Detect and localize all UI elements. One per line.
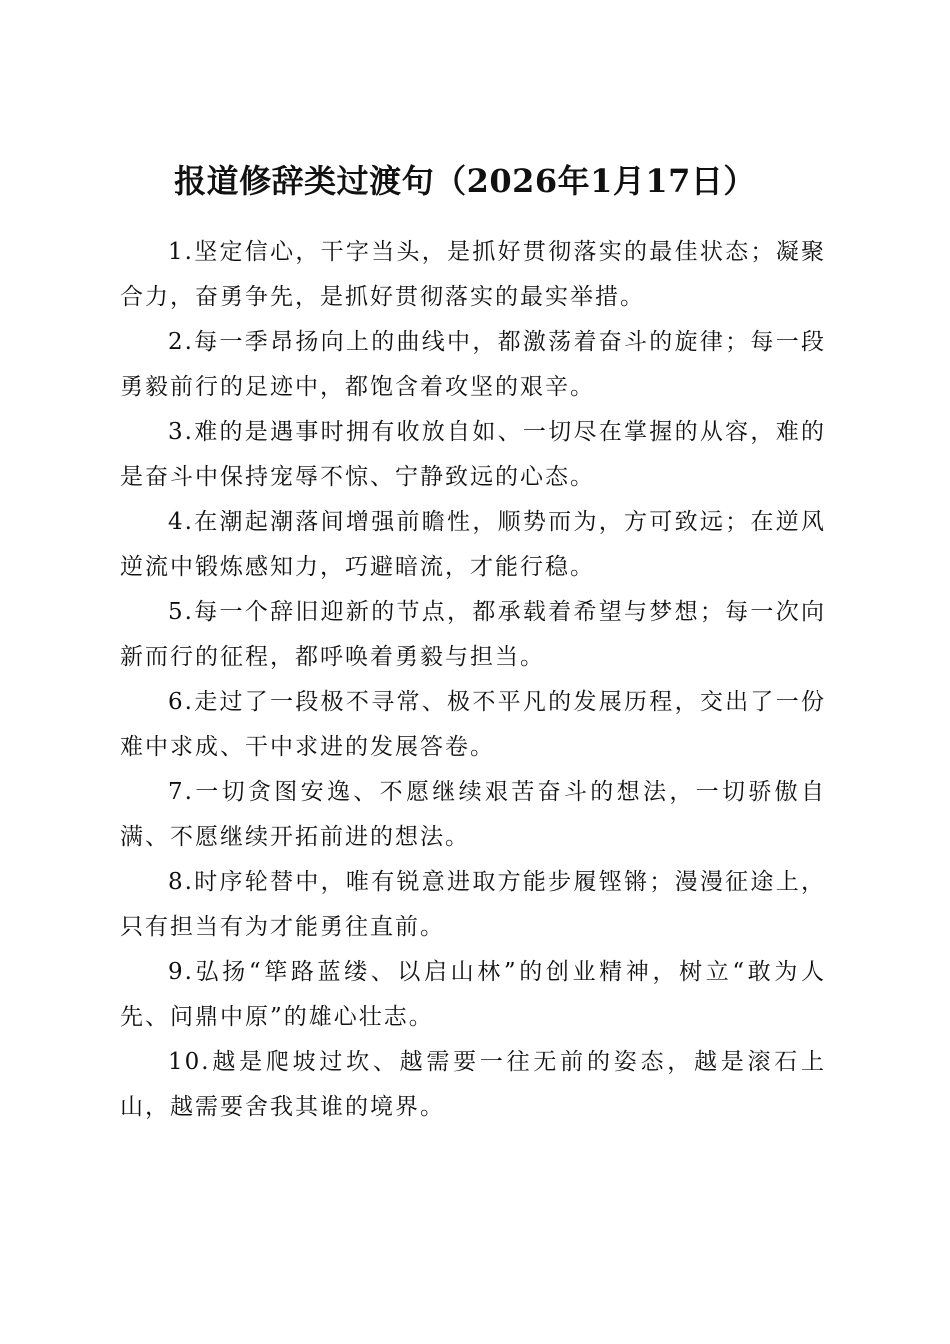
paragraph-9: 9.弘扬“筚路蓝缕、以启山林”的创业精神，树立“敢为人先、问鼎中原”的雄心壮志。: [120, 959, 826, 1030]
paragraph-2: 2.每一季昂扬向上的曲线中，都激荡着奋斗的旋律；每一段勇毅前行的足迹中，都饱含着攻坚的艰辛。: [120, 329, 826, 400]
document-body: [120, 230, 826, 1130]
document-title: 报道修辞类过渡句（2026年1月17日）: [174, 162, 756, 201]
paragraph-6: 6.走过了一段极不寻常、极不平凡的发展历程，交出了一份难中求成、干中求进的发展答卷。: [120, 689, 826, 760]
paragraph-3: 3.难的是遇事时拥有收放自如、一切尽在掌握的从容，难的是奋斗中保持宠辱不惊、宁静致远的心态。: [120, 419, 826, 490]
paragraph-10: 10.越是爬坡过坎、越需要一往无前的姿态，越是滚石上山，越需要舍我其谁的境界。: [120, 1049, 826, 1120]
paragraph-1: 1.坚定信心，干字当头，是抓好贯彻落实的最佳状态；凝聚合力，奋勇争先，是抓好贯彻落实的最实举措。: [120, 239, 826, 310]
paragraph-4: 4.在潮起潮落间增强前瞻性，顺势而为，方可致远；在逆风逆流中锻炼感知力，巧避暗流，才能行稳。: [120, 509, 826, 580]
paragraph-7: 7.一切贪图安逸、不愿继续艰苦奋斗的想法，一切骄傲自满、不愿继续开拓前进的想法。: [120, 779, 826, 850]
paragraph-8: 8.时序轮替中，唯有锐意进取方能步履铿锵；漫漫征途上，只有担当有为才能勇往直前。: [120, 869, 826, 940]
paragraph-5: 5.每一个辞旧迎新的节点，都承载着希望与梦想；每一次向新而行的征程，都呼唤着勇毅与担当。: [120, 599, 826, 670]
